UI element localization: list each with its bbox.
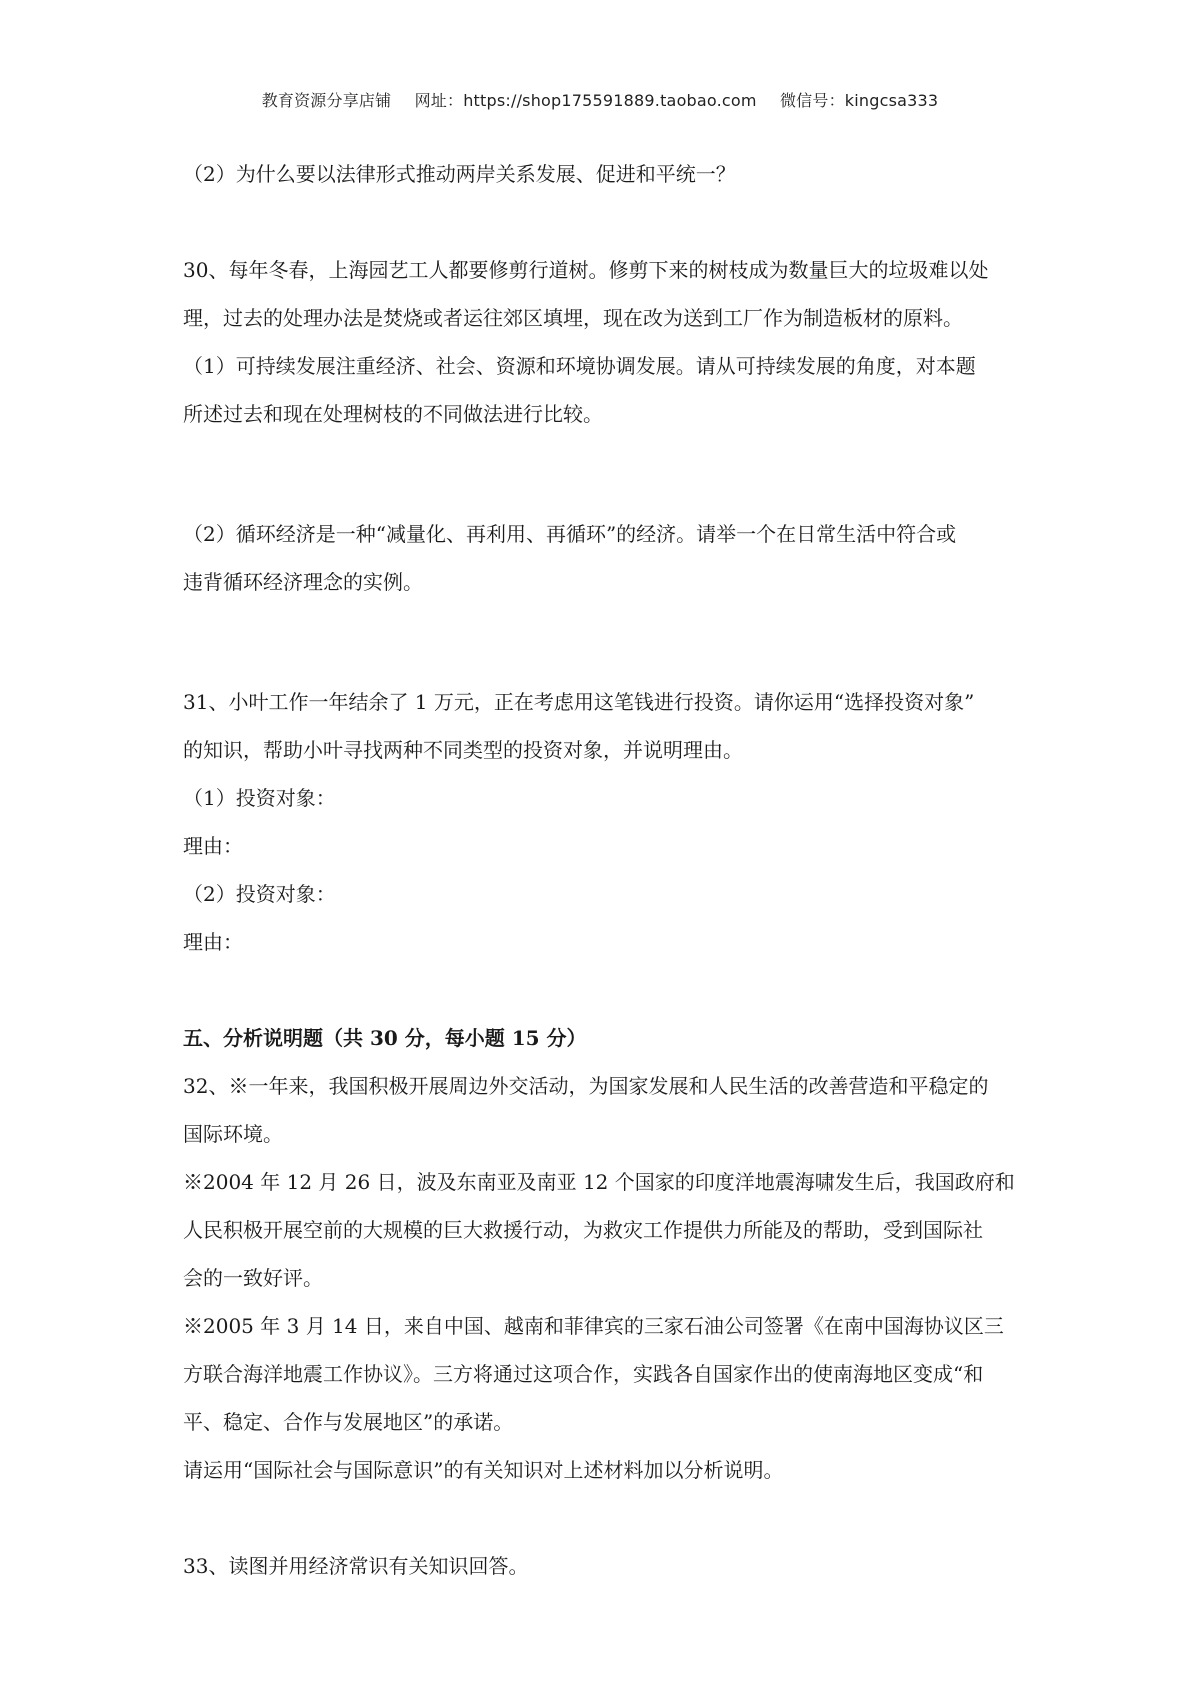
question-31-reason-1: 理由： — [183, 834, 243, 858]
question-31-investment-1: （1）投资对象： — [183, 786, 336, 810]
wechat-id: 微信号：kingcsa333 — [779, 91, 939, 110]
question-32-line-3: ※2004 年 12 月 26 日，波及东南亚及南亚 12 个国家的印度洋地震海啸发生后，我国政府和 — [183, 1170, 1015, 1194]
question-30-part-1-line-2: 所述过去和现在处理树枝的不同做法进行比较。 — [183, 402, 603, 426]
question-32-line-9: 请运用“国际社会与国际意识”的有关知识对上述材料加以分析说明。 — [183, 1458, 784, 1482]
question-29-part-2: （2）为什么要以法律形式推动两岸关系发展、促进和平统一？ — [183, 162, 736, 186]
question-32-line-1: 32、※一年来，我国积极开展周边外交活动，为国家发展和人民生活的改善营造和平稳定的 — [183, 1074, 989, 1098]
question-30-part-2-line-1: （2）循环经济是一种“减量化、再利用、再循环”的经济。请举一个在日常生活中符合或 — [183, 522, 957, 546]
question-32-line-4: 人民积极开展空前的大规模的巨大救援行动，为救灾工作提供力所能及的帮助，受到国际社 — [183, 1218, 983, 1242]
section-5-heading: 五、分析说明题（共 30 分，每小题 15 分） — [183, 1026, 587, 1050]
question-30-part-2-line-2: 违背循环经济理念的实例。 — [183, 570, 423, 594]
question-32-line-2: 国际环境。 — [183, 1122, 283, 1146]
question-32-line-8: 平、稳定、合作与发展地区”的承诺。 — [183, 1410, 514, 1434]
question-30-part-1-line-1: （1）可持续发展注重经济、社会、资源和环境协调发展。请从可持续发展的角度，对本题 — [183, 354, 976, 378]
document-body — [183, 150, 1023, 1590]
shop-url: 网址：https://shop175591889.taobao.com — [414, 91, 757, 110]
question-31-investment-2: （2）投资对象： — [183, 882, 336, 906]
shop-name: 教育资源分享店铺 — [261, 91, 392, 110]
question-32-line-5: 会的一致好评。 — [183, 1266, 323, 1290]
question-30-line-2: 理，过去的处理办法是焚烧或者运往郊区填埋，现在改为送到工厂作为制造板材的原料。 — [183, 306, 963, 330]
question-31-line-1: 31、小叶工作一年结余了 1 万元，正在考虑用这笔钱进行投资。请你运用“选择投资对象” — [183, 690, 975, 714]
question-32-line-6: ※2005 年 3 月 14 日，来自中国、越南和菲律宾的三家石油公司签署《在南中国海协议区三 — [183, 1314, 1004, 1338]
page-header — [0, 88, 1200, 111]
question-31-reason-2: 理由： — [183, 930, 243, 954]
question-30-line-1: 30、每年冬春，上海园艺工人都要修剪行道树。修剪下来的树枝成为数量巨大的垃圾难以处 — [183, 258, 989, 282]
question-32-line-7: 方联合海洋地震工作协议》。三方将通过这项合作，实践各自国家作出的使南海地区变成“和 — [183, 1362, 984, 1386]
question-33: 33、读图并用经济常识有关知识回答。 — [183, 1554, 529, 1578]
question-31-line-2: 的知识，帮助小叶寻找两种不同类型的投资对象，并说明理由。 — [183, 738, 743, 762]
